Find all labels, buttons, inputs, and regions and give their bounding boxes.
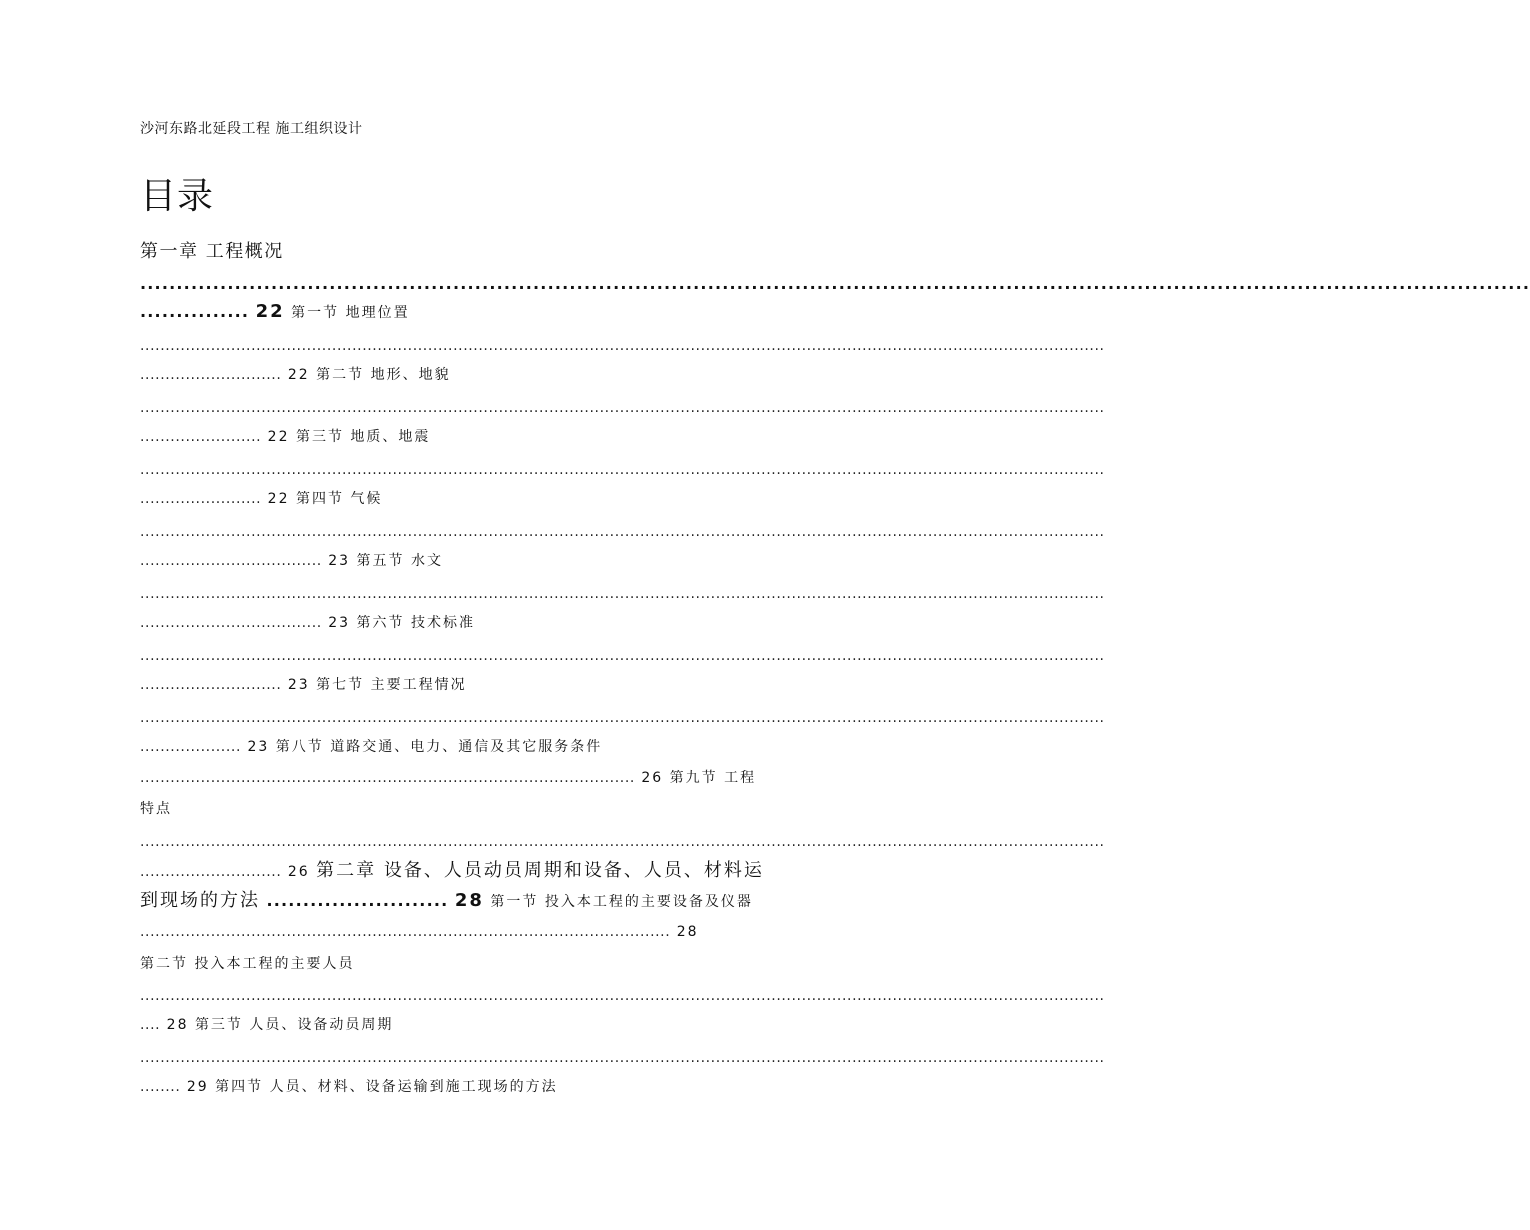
toc-entry-text: 第九节 工程 xyxy=(669,770,757,786)
toc-page-number: 22 xyxy=(287,367,310,383)
toc-entry xyxy=(140,365,805,385)
toc-entry xyxy=(140,551,805,571)
toc-leader-line: ............................................................................................................................................................................................... xyxy=(140,586,1105,602)
toc-leader-line: ............................................................................................................................................................................................... xyxy=(140,462,1105,478)
toc-page-number: 23 xyxy=(328,553,351,569)
toc-leader-line: ............................................................................................................................................................................................... xyxy=(140,834,1105,850)
toc-page-number: 28 xyxy=(676,924,699,940)
toc-entry xyxy=(140,768,805,788)
toc-page-number: 26 xyxy=(641,770,664,786)
toc-entry xyxy=(140,1077,805,1097)
toc-leader-line: ............................................................................................................................................................................................... xyxy=(140,274,1530,293)
toc-leader-line: ............................................................................................................................................................................................... xyxy=(140,1050,1105,1066)
toc-page-number: 22 xyxy=(255,301,285,322)
toc-dots: .................................................................................................. xyxy=(140,770,635,786)
toc-entry-text: 第八节 道路交通、电力、通信及其它服务条件 xyxy=(275,739,603,755)
page-title: 目录 xyxy=(140,176,215,217)
toc-chapter-1: 第一章 工程概况 xyxy=(140,241,284,262)
toc-entry-text: 第四节 人员、材料、设备运输到施工现场的方法 xyxy=(215,1079,558,1095)
toc-leader-line: ............................................................................................................................................................................................... xyxy=(140,524,1105,540)
toc-dots-short: ............... xyxy=(140,302,250,321)
toc-dots: ......................................................................................................... xyxy=(140,924,671,940)
toc-dots: .................................... xyxy=(140,553,322,569)
toc-entry xyxy=(140,302,805,322)
toc-page-number: 22 xyxy=(267,429,290,445)
toc-entry-text: 第二节 地形、地貌 xyxy=(316,367,451,383)
toc-dots: ........................ xyxy=(140,429,262,445)
toc-entry-text: 第一节 地理位置 xyxy=(291,305,410,321)
toc-entry xyxy=(140,489,805,509)
toc-dots: ........................ xyxy=(140,491,262,507)
toc-dots: ............................ xyxy=(140,864,282,880)
toc-entry-text: 第二节 投入本工程的主要人员 xyxy=(140,956,355,972)
toc-entry xyxy=(140,613,805,633)
toc-page-number: 23 xyxy=(287,677,310,693)
toc-entry-text: 第一节 投入本工程的主要设备及仪器 xyxy=(490,894,753,910)
toc-leader-line: ............................................................................................................................................................................................... xyxy=(140,338,1105,354)
toc-chapter-2-cont: 到现场的方法 xyxy=(140,890,260,911)
toc-leader-line: ............................................................................................................................................................................................... xyxy=(140,648,1105,664)
toc-page-number: 26 xyxy=(287,864,310,880)
toc-leader-line: ............................................................................................................................................................................................... xyxy=(140,400,1105,416)
toc-page-number: 28 xyxy=(166,1017,189,1033)
toc-leader-line: ............................................................................................................................................................................................... xyxy=(140,988,1105,1004)
toc-entry-text: 第六节 技术标准 xyxy=(356,615,475,631)
toc-entry xyxy=(140,888,805,914)
toc-entry-continuation: 特点 xyxy=(140,801,172,817)
toc-dots: .................... xyxy=(140,739,242,755)
toc-dots: .................................... xyxy=(140,615,322,631)
toc-dots: ............................ xyxy=(140,367,282,383)
toc-entry-text: 第四节 气候 xyxy=(295,491,383,507)
toc-entry-text: 第七节 主要工程情况 xyxy=(316,677,467,693)
toc-entry xyxy=(140,427,805,447)
toc-entry xyxy=(140,922,805,942)
toc-leader-line: ............................................................................................................................................................................................... xyxy=(140,710,1105,726)
toc-entry-text: 第三节 人员、设备动员周期 xyxy=(194,1017,394,1033)
toc-dots: ............................ xyxy=(140,677,282,693)
toc-entry-text: 第三节 地质、地震 xyxy=(295,429,431,445)
toc-page-number: 23 xyxy=(247,739,270,755)
toc-entry xyxy=(140,675,805,695)
toc-page-number: 29 xyxy=(186,1079,209,1095)
document-header: 沙河东路北延段工程 施工组织设计 xyxy=(140,121,363,137)
toc-dots: ......................... xyxy=(266,891,449,910)
toc-dots: ........ xyxy=(140,1079,181,1095)
toc-chapter-2: 第二章 设备、人员动员周期和设备、人员、材料运 xyxy=(316,860,764,881)
toc-page-number: 28 xyxy=(454,890,484,911)
toc-page-number: 23 xyxy=(328,615,351,631)
toc-page-number: 22 xyxy=(267,491,290,507)
toc-entry xyxy=(140,737,805,757)
toc-dots: .... xyxy=(140,1017,161,1033)
toc-entry xyxy=(140,858,805,884)
toc-entry-text: 第五节 水文 xyxy=(356,553,443,569)
toc-entry xyxy=(140,1015,805,1035)
